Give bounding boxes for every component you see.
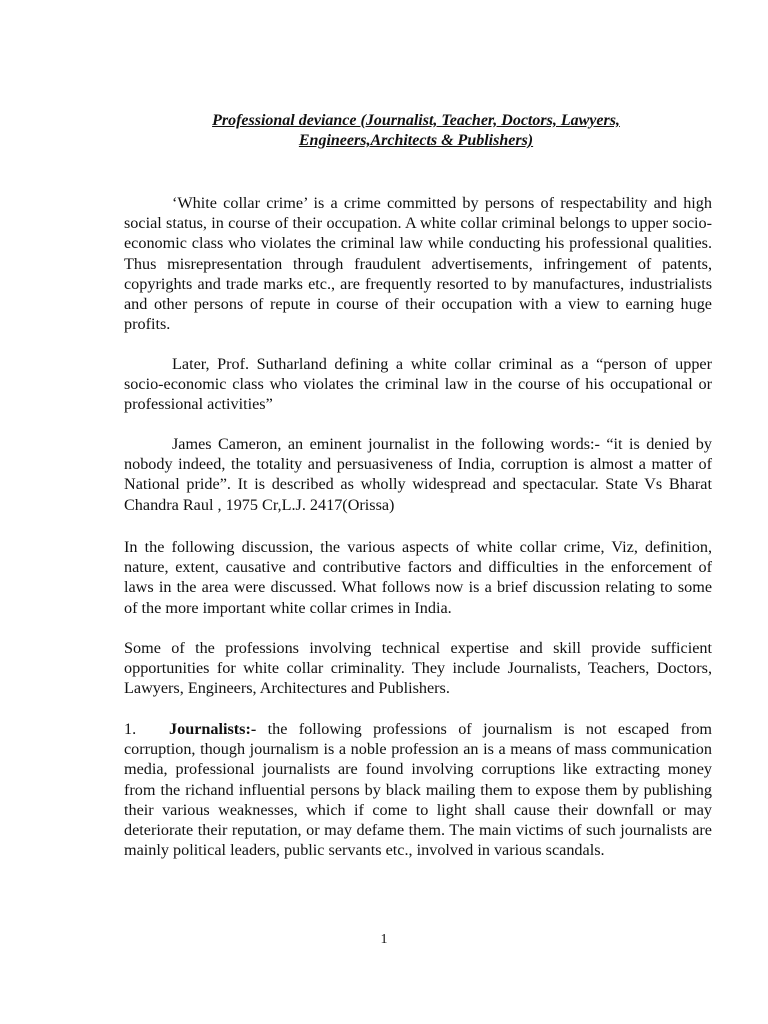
document-title <box>120 111 712 151</box>
journalists-heading: Journalists:- <box>169 720 257 738</box>
paragraph-white-collar-definition: ‘White collar crime’ is a crime committed by persons of respectability and high social status, in course of their occupation. A white collar criminal belongs to upper socio-economic class who violates the criminal law while conducting his professional qualities. Thus misrepresentation through fraudulent advertisements, infringement of patents, copyrights and trade marks etc., are frequently resorted to by manufactures, industrialists and other persons of repute in course of their occupation with a view to earning huge profits. <box>124 194 712 334</box>
paragraph-discussion-overview: In the following discussion, the various aspects of white collar crime, Viz, definition, nature, extent, causative and contributive factors and difficulties in the enforcement of laws in the area were discussed. What follows now is a brief discussion relating to some of the more important white collar crimes in India. <box>124 538 712 617</box>
list-number: 1. <box>124 720 137 738</box>
case-citation: State Vs Bharat Chandra Raul , 1975 Cr,L.J. 2417(Orissa) <box>124 475 712 514</box>
title-line-1: Professional deviance (Journalist, Teacher, Doctors, Lawyers, <box>212 112 620 129</box>
paragraph-professions-list: Some of the professions involving technical expertise and skill provide sufficient opportunities for white collar criminality. They include Journalists, Teachers, Doctors, Lawyers, Engineers, Architectures and Publishers. <box>124 639 712 698</box>
paragraph-james-cameron <box>124 434 712 515</box>
journalists-text: the following professions of journalism is not escaped from corruption, though journalism is a noble profession an is a means of mass communication media, professional journalists are found involving corruptions like extracting money from the richand influential persons by black mailing them to expose them by publishing their various weaknesses, which if come to light shall cause their downfall or may deteriorate their reputation, or may defame them. The main victims of such journalists are mainly political leaders, public servants etc., involved in various scandals. <box>124 720 712 860</box>
cameron-quote-text: James Cameron, an eminent journalist in the following words:- “it is denied by nobody indeed, the totality and persuasiveness of India, corruption is almost a matter of National pride”. It is described as wholly widespread and spectacular. <box>124 435 712 494</box>
paragraph-journalists <box>124 719 712 860</box>
page-number: 1 <box>380 932 388 947</box>
title-line-2: Engineers,Architects & Publishers) <box>298 132 534 149</box>
paragraph-sutherland-definition: Later, Prof. Sutharland defining a white collar criminal as a “person of upper socio-economic class who violates the criminal law in the course of his occupational or professional activities” <box>124 355 712 414</box>
